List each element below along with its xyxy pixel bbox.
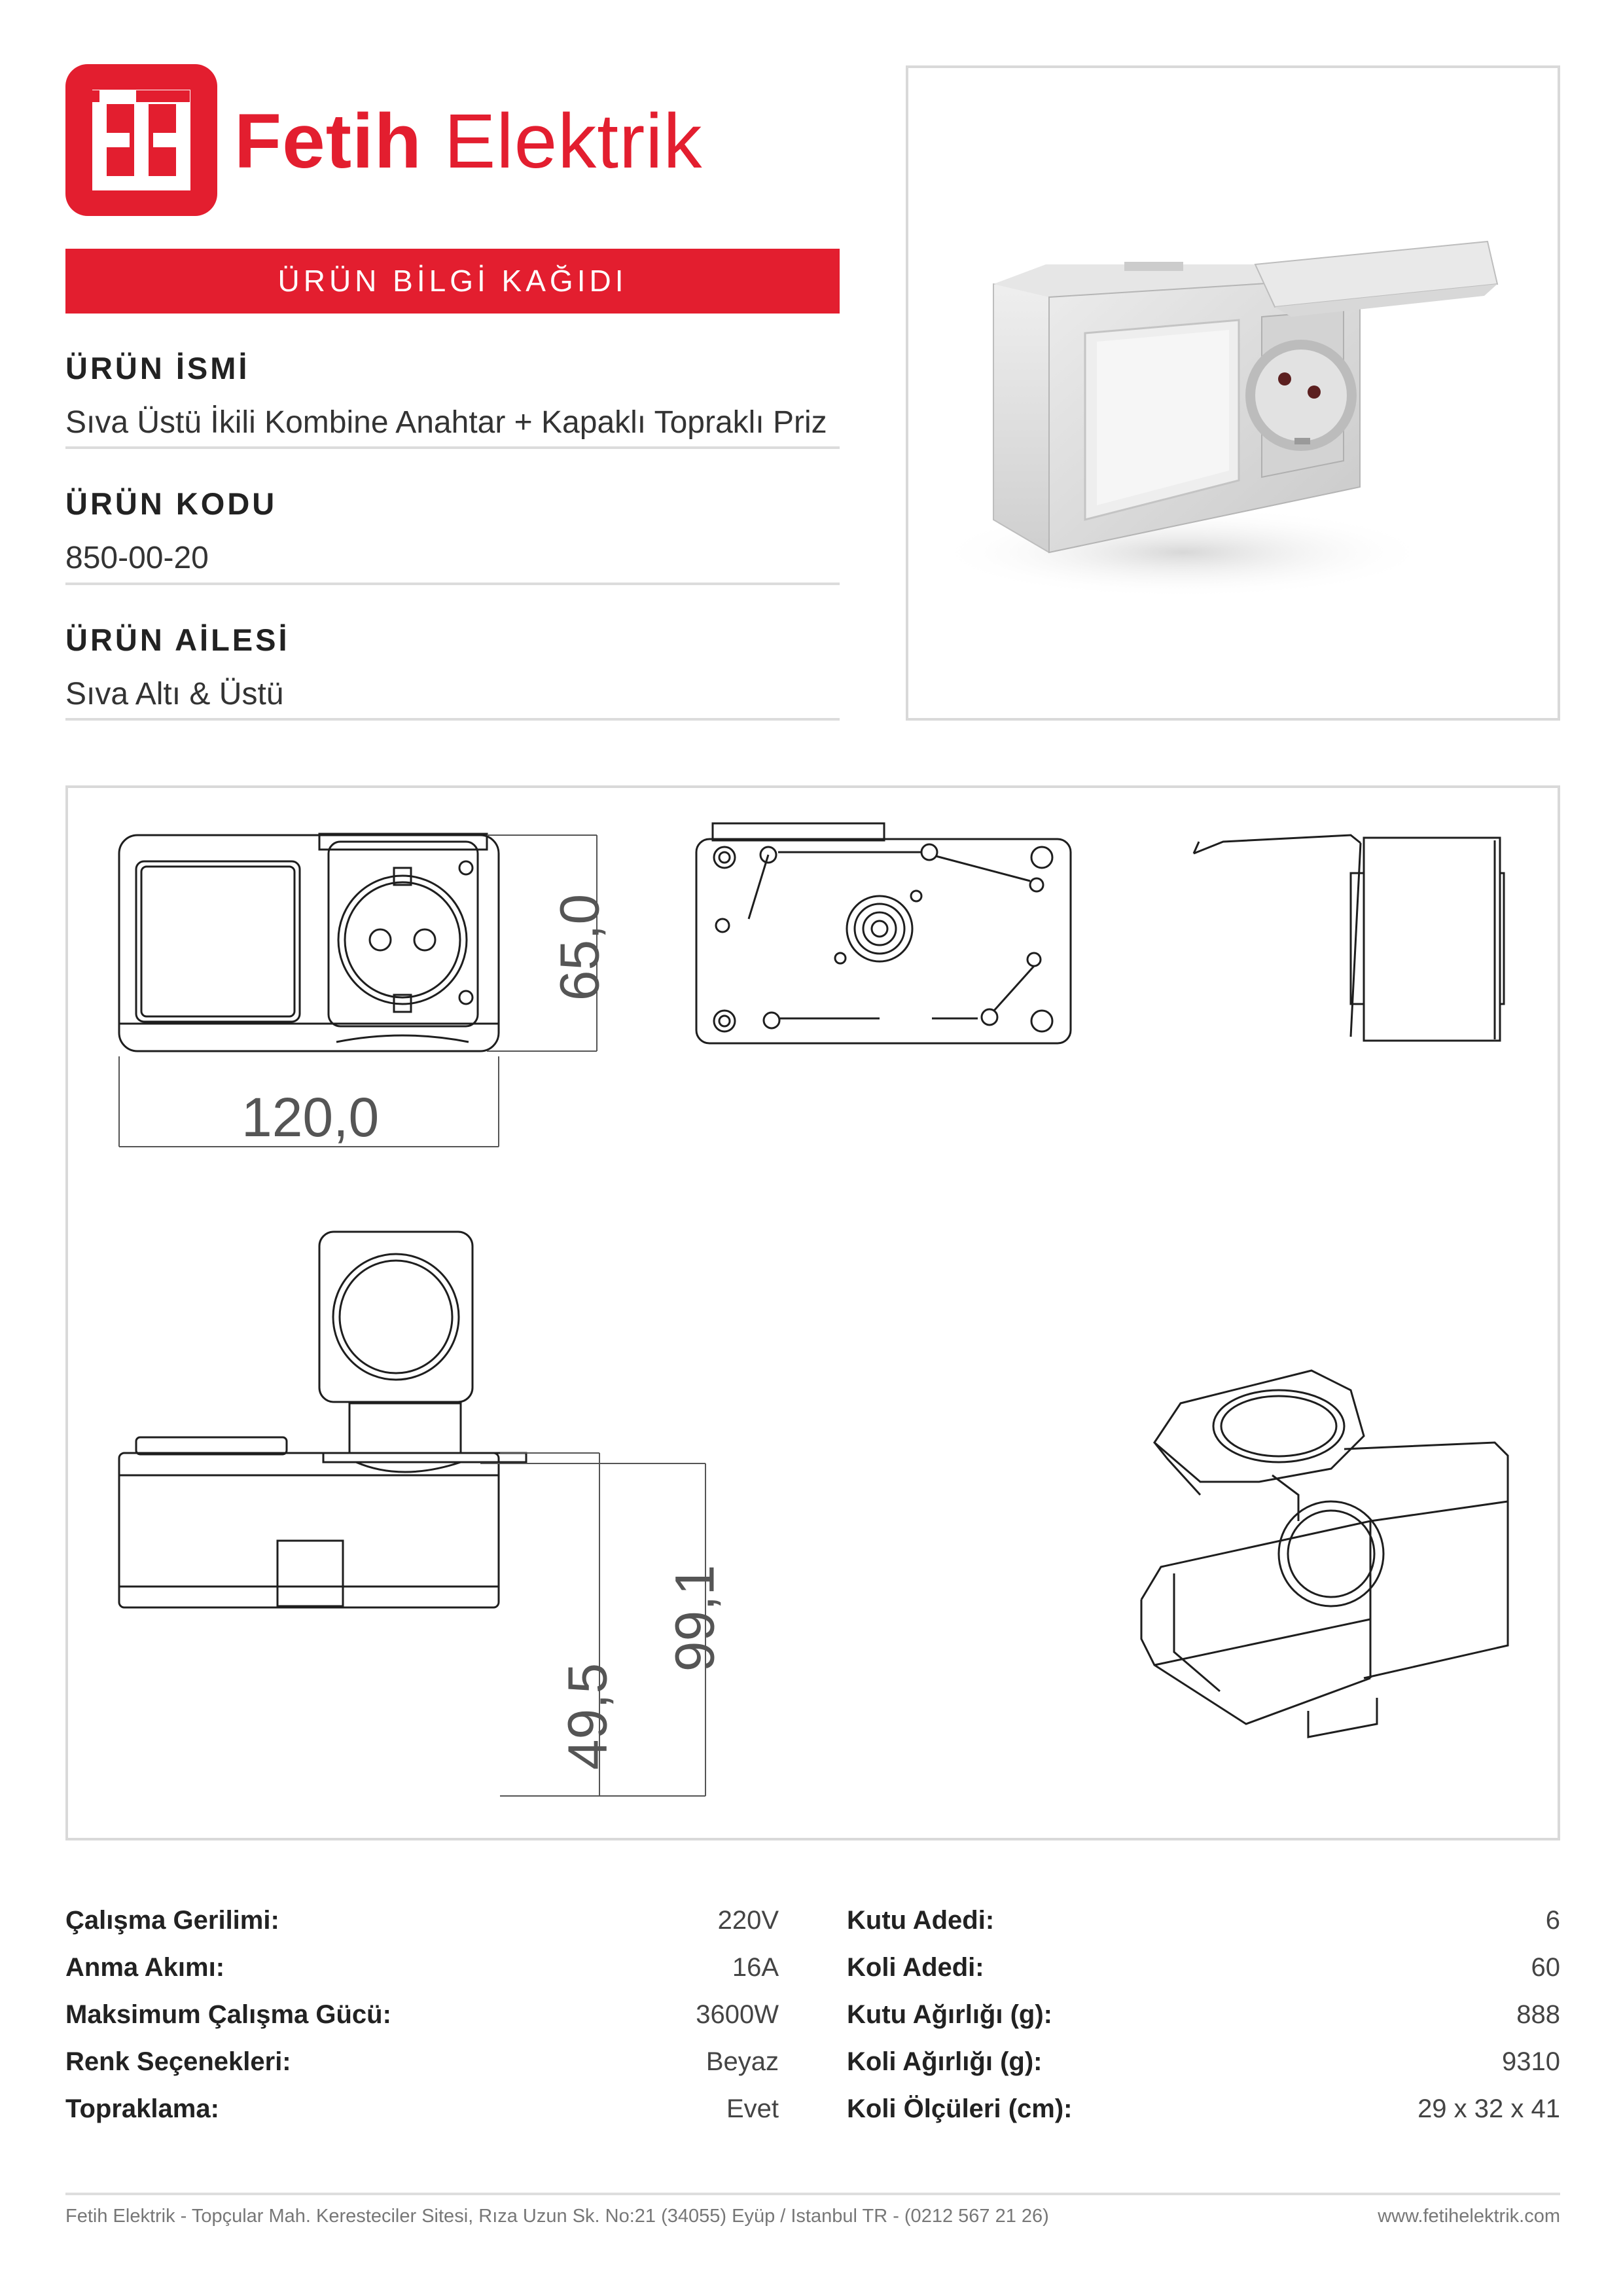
- isometric-view-drawing: [1141, 1371, 1508, 1737]
- specs-right: [847, 1906, 1560, 2142]
- brand-logo: [65, 64, 759, 216]
- spec-value: 16A: [732, 1953, 779, 1982]
- spec-label: Kutu Adedi:: [847, 1906, 995, 1935]
- product-code-value: 850-00-20: [65, 541, 209, 575]
- brand-wordmark: [234, 96, 703, 187]
- technical-drawings: [65, 785, 1560, 1840]
- divider: [65, 583, 840, 585]
- spec-value: Beyaz: [705, 2047, 779, 2076]
- logo-mark: [65, 64, 217, 216]
- spec-value: 29 x 32 x 41: [1418, 2094, 1560, 2123]
- product-name-value: Sıva Üstü İkili Kombine Anahtar + Kapaklı Topraklı Priz: [65, 405, 827, 440]
- dimension-depth-closed: 49,5: [556, 1662, 618, 1770]
- spec-value: 6: [1545, 1906, 1560, 1935]
- spec-row: [65, 2000, 779, 2047]
- spec-row: [65, 2094, 779, 2142]
- specs-left: [65, 1906, 779, 2142]
- dimension-height: 65,0: [548, 893, 611, 1001]
- spec-value: 220V: [717, 1906, 779, 1935]
- spec-row: [65, 2047, 779, 2094]
- bottom-view-drawing: [119, 1232, 526, 1607]
- spec-label: Topraklama:: [65, 2094, 219, 2123]
- product-family-label: ÜRÜN AİLESİ: [65, 622, 290, 657]
- spec-row: [847, 1953, 1560, 2000]
- spec-row: [65, 1953, 779, 2000]
- product-code-label: ÜRÜN KODU: [65, 486, 277, 521]
- spec-value: 60: [1531, 1953, 1560, 1982]
- product-photo: [906, 65, 1560, 721]
- footer-divider: [65, 2193, 1560, 2195]
- product-family-value: Sıva Altı & Üstü: [65, 677, 284, 711]
- spec-row: [847, 2094, 1560, 2142]
- spec-row: [65, 1906, 779, 1953]
- spec-label: Çalışma Gerilimi:: [65, 1906, 279, 1935]
- spec-label: Koli Ölçüleri (cm):: [847, 2094, 1073, 2123]
- back-view-drawing: [696, 823, 1071, 1043]
- dimension-depth-open: 99,1: [664, 1564, 726, 1672]
- spec-label: Maksimum Çalışma Gücü:: [65, 2000, 391, 2029]
- footer-address: Fetih Elektrik - Topçular Mah. Keresteciler Sitesi, Rıza Uzun Sk. No:21 (34055) Eyüp / Istanbul TR - (0212 567 21 26): [65, 2206, 1049, 2227]
- product-name-label: ÜRÜN İSMİ: [65, 351, 250, 386]
- brand-name-light: Elektrik: [444, 98, 703, 185]
- divider: [65, 718, 840, 721]
- spec-row: [847, 1906, 1560, 1953]
- brand-name-bold: Fetih: [234, 98, 422, 185]
- divider: [65, 446, 840, 449]
- spec-label: Kutu Ağırlığı (g):: [847, 2000, 1052, 2029]
- spec-value: 9310: [1502, 2047, 1560, 2076]
- info-sheet-banner: ÜRÜN BİLGİ KAĞIDI: [65, 249, 840, 314]
- spec-value: 888: [1516, 2000, 1560, 2029]
- dimension-width: 120,0: [241, 1086, 380, 1148]
- front-view-drawing: [119, 834, 499, 1051]
- spec-value: 3600W: [696, 2000, 779, 2029]
- spec-label: Renk Seçenekleri:: [65, 2047, 291, 2076]
- spec-row: [847, 2047, 1560, 2094]
- spec-label: Anma Akımı:: [65, 1953, 225, 1982]
- spec-row: [847, 2000, 1560, 2047]
- spec-value: Evet: [726, 2094, 779, 2123]
- footer-website-link[interactable]: www.fetihelektrik.com: [1378, 2206, 1560, 2227]
- spec-label: Koli Adedi:: [847, 1953, 984, 1982]
- spec-label: Koli Ağırlığı (g):: [847, 2047, 1043, 2076]
- side-view-drawing: [1194, 835, 1504, 1041]
